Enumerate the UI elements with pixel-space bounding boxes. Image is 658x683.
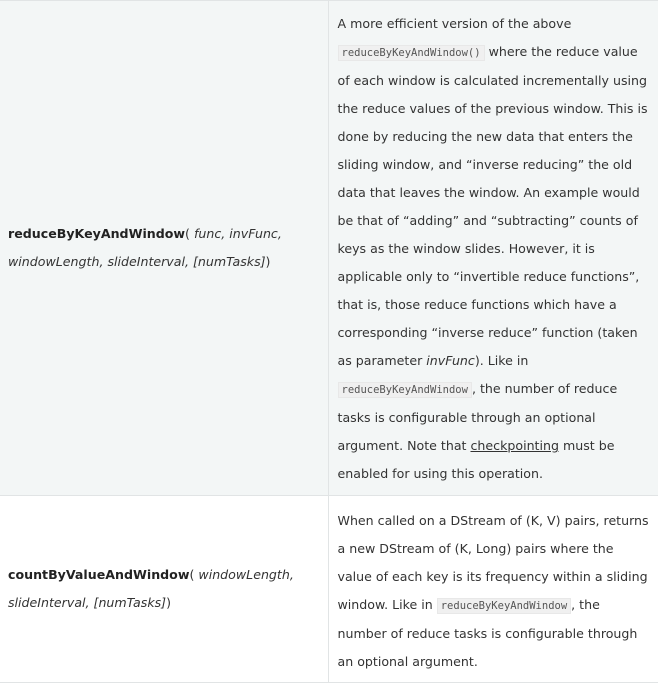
table-row xyxy=(0,1,658,496)
inline-code: reduceByKeyAndWindow xyxy=(338,382,472,398)
paren-close: ) xyxy=(265,254,271,269)
transformation-signature xyxy=(0,496,328,683)
desc-text: ). Like in xyxy=(474,353,529,368)
desc-text: , the number of reduce tasks is configurable through an optional argument. Note that xyxy=(337,381,618,453)
table-row xyxy=(0,496,658,683)
function-arguments: windowLength, slideInterval, [numTasks] xyxy=(8,567,294,610)
function-arguments: func, invFunc, windowLength, slideInterval, [numTasks] xyxy=(8,226,282,269)
transformation-signature xyxy=(0,1,328,496)
function-name: reduceByKeyAndWindow xyxy=(8,226,186,241)
desc-text: , the number of reduce tasks is configurable through an optional argument. xyxy=(337,597,638,669)
transformation-description xyxy=(328,1,658,496)
desc-text: where the reduce value of each window is calculated incrementally using the reduce values of the previous window. This is done by reducing the new data that enters the sliding window, and “inverse reducing” the old data that leaves the window. An example would be that of “adding” and “subtracting” counts of keys as the window slides. However, it is applicable only to “invertible reduce functions”, that is, those reduce functions which have a corresponding “inverse reduce” function (taken as parameter xyxy=(337,44,648,368)
paren-close: ) xyxy=(166,595,172,610)
emphasis-text: invFunc xyxy=(426,353,475,368)
checkpointing-link[interactable]: checkpointing xyxy=(470,438,559,453)
function-name: countByValueAndWindow xyxy=(8,567,190,582)
desc-text: When called on a DStream of (K, V) pairs, returns a new DStream of (K, Long) pairs where the value of each key is its frequency within a sliding window. Like in xyxy=(337,513,649,612)
paren-open: ( xyxy=(189,567,195,582)
transformation-description xyxy=(328,496,658,683)
inline-code: reduceByKeyAndWindow xyxy=(437,598,571,614)
inline-code: reduceByKeyAndWindow() xyxy=(338,45,485,61)
desc-text: A more efficient version of the above xyxy=(337,16,572,31)
desc-text: must be enabled for using this operation. xyxy=(337,438,615,481)
paren-open: ( xyxy=(185,226,190,241)
